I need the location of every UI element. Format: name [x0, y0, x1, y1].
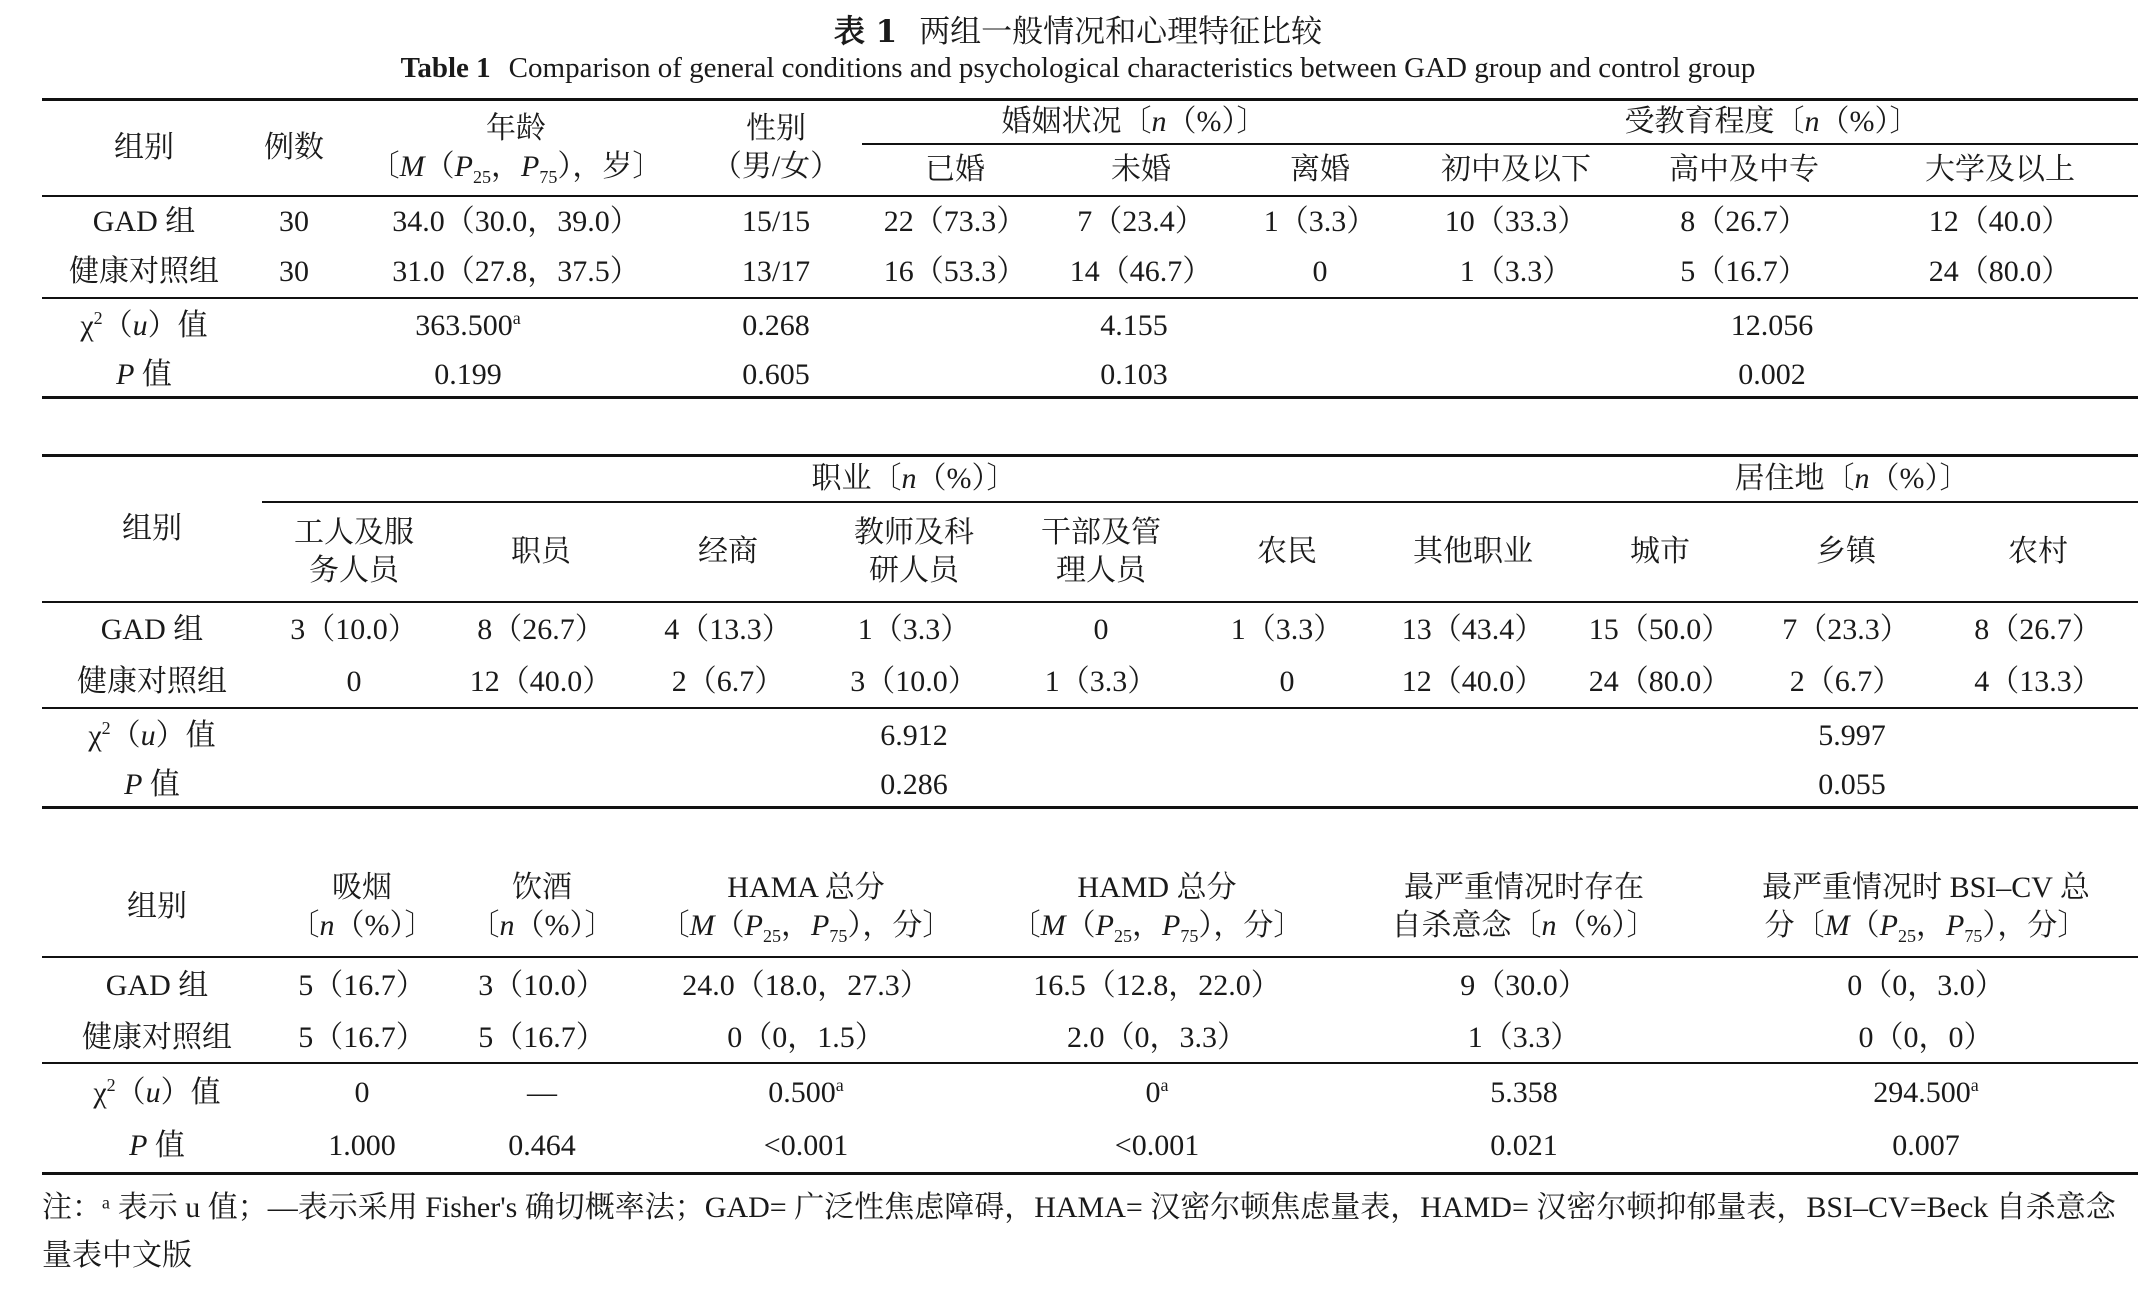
cell: 16（53.3）: [883, 255, 1027, 288]
cell-chi-age: 363.500$^a$: [415, 308, 521, 342]
subheader-city: 城市: [1630, 534, 1691, 568]
cell-chi-occupation: 6.912: [880, 719, 948, 752]
row-group: 健康对照组: [82, 1020, 232, 1054]
cell-age: 34.0（30.0，39.0）: [392, 205, 640, 238]
cell: 2（6.7）: [671, 665, 785, 698]
cell: 12（40.0）: [469, 665, 613, 698]
subheader-college: 大学及以上: [1925, 152, 2075, 186]
cell: 7（23.4）: [1077, 205, 1205, 238]
table-row: [42, 1013, 2138, 1063]
table-row: [42, 658, 2138, 708]
cell: 12（40.0）: [1401, 665, 1545, 698]
table-row-p: [42, 764, 2138, 808]
subheader-worker: 工人及服务人员: [294, 515, 414, 587]
cell: 2（6.7）: [1789, 665, 1903, 698]
cell: 1（3.3）: [1467, 1020, 1581, 1054]
header-hama: HAMA 总分 〔$M(P_{25}$，$P_{75}$），分〕: [659, 870, 953, 946]
cell-age: 31.0（27.8，37.5）: [392, 255, 640, 288]
row-label-chi: $\chi^2(u)$值: [88, 718, 216, 752]
table-title-en: [0, 52, 2156, 85]
cell-sex: 13/17: [741, 255, 811, 288]
subheader-business: 经商: [698, 534, 758, 568]
row-label-chi: $\chi^2(u)$值: [93, 1074, 221, 1109]
cell: 7（23.3）: [1782, 613, 1910, 646]
table-label-en: Table 1: [400, 52, 491, 84]
subheader-cadre: 干部及管理人员: [1041, 515, 1161, 587]
cell: 5（16.7）: [298, 1020, 426, 1054]
cell: 24（80.0）: [1588, 665, 1732, 698]
row-label-p: P 值: [124, 767, 180, 801]
subheader-divorced: 离婚: [1290, 152, 1350, 186]
cell: 1（3.3）: [1459, 255, 1573, 288]
cell: 1（3.3）: [1263, 205, 1377, 238]
cell: 15（50.0）: [1588, 613, 1732, 646]
table-row-p: [42, 1121, 2138, 1173]
cell: 8（26.7）: [1680, 205, 1808, 238]
header-residence: 居住地〔n（%）〕: [1566, 456, 2138, 502]
cell-p-occupation: 0.286: [880, 767, 948, 801]
subheader-teacher: 教师及科研人员: [854, 515, 974, 587]
cell: 13（43.4）: [1401, 613, 1545, 646]
cell-chi-marriage: 4.155: [1100, 309, 1168, 342]
subheader-farmer: 农民: [1257, 534, 1317, 568]
cell-chi: 0$^a$: [1145, 1074, 1169, 1109]
row-label-chi: $\chi^2(u)$值: [80, 308, 208, 342]
cell-p: 0.464: [508, 1129, 576, 1163]
cell: 0（0，3.0）: [1847, 968, 2005, 1002]
table-row: [42, 957, 2138, 1013]
cell: 1（3.3）: [1044, 665, 1158, 698]
table-row: [42, 248, 2138, 298]
header-count: 例数: [264, 130, 324, 164]
table-row-chi: [42, 1063, 2138, 1121]
cell: 24（80.0）: [1928, 255, 2072, 288]
subheader-junior: 初中及以下: [1441, 152, 1591, 186]
header-age: [342, 100, 690, 196]
subheader-senior: 高中及中专: [1669, 152, 1819, 186]
cell-sex: 15/15: [741, 205, 811, 238]
table-block-psychological: [42, 857, 2138, 1175]
cell: 0（0，0）: [1858, 1020, 1994, 1054]
header-sex-line1: 性别: [746, 111, 806, 145]
cell: 1（3.3）: [857, 613, 971, 646]
cell-chi: 294.500$^a$: [1873, 1074, 1979, 1109]
cell: 1（3.3）: [1230, 613, 1344, 646]
cell: 0: [346, 665, 362, 698]
row-group: 健康对照组: [69, 255, 219, 288]
table-caption-cn: 两组一般情况和心理特征比较: [919, 14, 1323, 50]
cell-p: <0.001: [763, 1129, 849, 1163]
cell-p: 0.021: [1490, 1129, 1558, 1163]
table-row: [42, 602, 2138, 658]
cell-p-education: 0.002: [1738, 357, 1806, 391]
cell: 14（46.7）: [1069, 255, 1213, 288]
header-drinking: 饮酒 〔n（%）〕: [469, 870, 615, 942]
cell-chi: 0.500$^a$: [768, 1074, 844, 1109]
header-suicidal: 最严重情况时存在 自杀意念〔n（%）〕: [1391, 870, 1657, 942]
cell-chi: —: [527, 1075, 557, 1109]
cell: 9（30.0）: [1460, 968, 1588, 1002]
cell-chi: 0: [354, 1075, 370, 1109]
cell: 0: [1279, 665, 1295, 698]
cell: 4（13.3）: [664, 613, 792, 646]
row-group: GAD 组: [105, 968, 209, 1002]
table-block-occupation: [42, 454, 2138, 809]
subheader-rural: 农村: [2008, 534, 2069, 568]
header-smoking: 吸烟 〔n（%）〕: [289, 870, 435, 942]
cell: 0（0，1.5）: [727, 1020, 885, 1054]
cell: 24.0（18.0，27.3）: [682, 968, 930, 1002]
header-age-line2: 〔$M(P_{25}$，$P_{75}$），岁〕: [369, 149, 663, 187]
cell: 3（10.0）: [478, 968, 606, 1002]
subheader-other-job: 其他职业: [1413, 534, 1534, 568]
table-row: [42, 196, 2138, 248]
cell-chi-sex: 0.268: [742, 309, 810, 342]
cell: 5（16.7）: [298, 968, 426, 1002]
cell: 0: [1093, 613, 1109, 646]
cell: 12（40.0）: [1928, 205, 2072, 238]
cell: 10（33.3）: [1444, 205, 1588, 238]
cell-p-sex: 0.605: [742, 357, 810, 391]
cell-chi-education: 12.056: [1730, 309, 1814, 342]
cell: 16.5（12.8，22.0）: [1033, 968, 1281, 1002]
cell: 22（73.3）: [883, 205, 1027, 238]
header-marriage: 婚姻状况〔n（%）〕: [862, 100, 1406, 144]
cell-p: 1.000: [328, 1129, 396, 1163]
subheader-town: 乡镇: [1816, 534, 1877, 568]
cell-chi-residence: 5.997: [1818, 719, 1886, 752]
cell: 5（16.7）: [1680, 255, 1808, 288]
header-hamd: HAMD 总分 〔$M(P_{25}$，$P_{75}$），分〕: [1010, 870, 1304, 946]
row-group: GAD 组: [100, 613, 204, 646]
cell: 4（13.3）: [1974, 665, 2102, 698]
header-bsi: 最严重情况时 BSI–CV 总 分〔$M(P_{25}$，$P_{75}$），分〕: [1762, 870, 2090, 946]
header-age-line1: 年龄: [486, 111, 546, 145]
header-group: 组别: [114, 130, 174, 164]
table-row-chi: [42, 708, 2138, 764]
table-block-general: [42, 98, 2138, 399]
row-label-p: P 值: [129, 1129, 185, 1163]
table-row-p: [42, 354, 2138, 398]
cell-p: <0.001: [1114, 1129, 1200, 1163]
header-group: 组别: [127, 889, 187, 923]
table-footnote: 注：ᵃ 表示 u 值；—表示采用 Fisher's 确切概率法；GAD= 广泛性焦虑障碍，HAMA= 汉密尔顿焦虑量表，HAMD= 汉密尔顿抑郁量表，BSI–CV=Beck 自杀意念量表中文版: [42, 1191, 2116, 1272]
table-caption-en: Comparison of general conditions and psychological characteristics between GAD group and control group: [508, 52, 1756, 84]
cell: 8（26.7）: [1974, 613, 2102, 646]
cell-count: 30: [279, 255, 309, 288]
cell-p-age: 0.199: [434, 357, 502, 391]
table-label-cn: 表 1: [833, 14, 898, 50]
cell: 3（10.0）: [850, 665, 978, 698]
cell-p-residence: 0.055: [1818, 767, 1886, 801]
cell: 8（26.7）: [477, 613, 605, 646]
row-group: 健康对照组: [77, 665, 227, 698]
cell-chi: 5.358: [1490, 1075, 1558, 1109]
table-row-chi: [42, 298, 2138, 354]
cell: 5（16.7）: [478, 1020, 606, 1054]
header-sex-line2: （男/女）: [711, 149, 841, 183]
header-education: 受教育程度〔n（%）〕: [1406, 100, 2138, 144]
cell: 0: [1312, 255, 1328, 288]
cell: 2.0（0，3.3）: [1067, 1020, 1247, 1054]
cell-count: 30: [279, 205, 309, 238]
cell-p: 0.007: [1892, 1129, 1960, 1163]
row-group: GAD 组: [92, 205, 196, 238]
subheader-unmarried: 未婚: [1111, 152, 1171, 186]
header-group: 组别: [122, 511, 182, 545]
subheader-married: 已婚: [925, 152, 985, 186]
header-sex: [690, 100, 862, 196]
cell: 3（10.0）: [290, 613, 418, 646]
subheader-staff: 职员: [511, 534, 571, 568]
table-title-cn: [0, 6, 2156, 51]
row-label-p: P 值: [116, 357, 172, 391]
header-occupation: 职业〔n（%）〕: [262, 456, 1566, 502]
cell-p-marriage: 0.103: [1100, 357, 1168, 391]
